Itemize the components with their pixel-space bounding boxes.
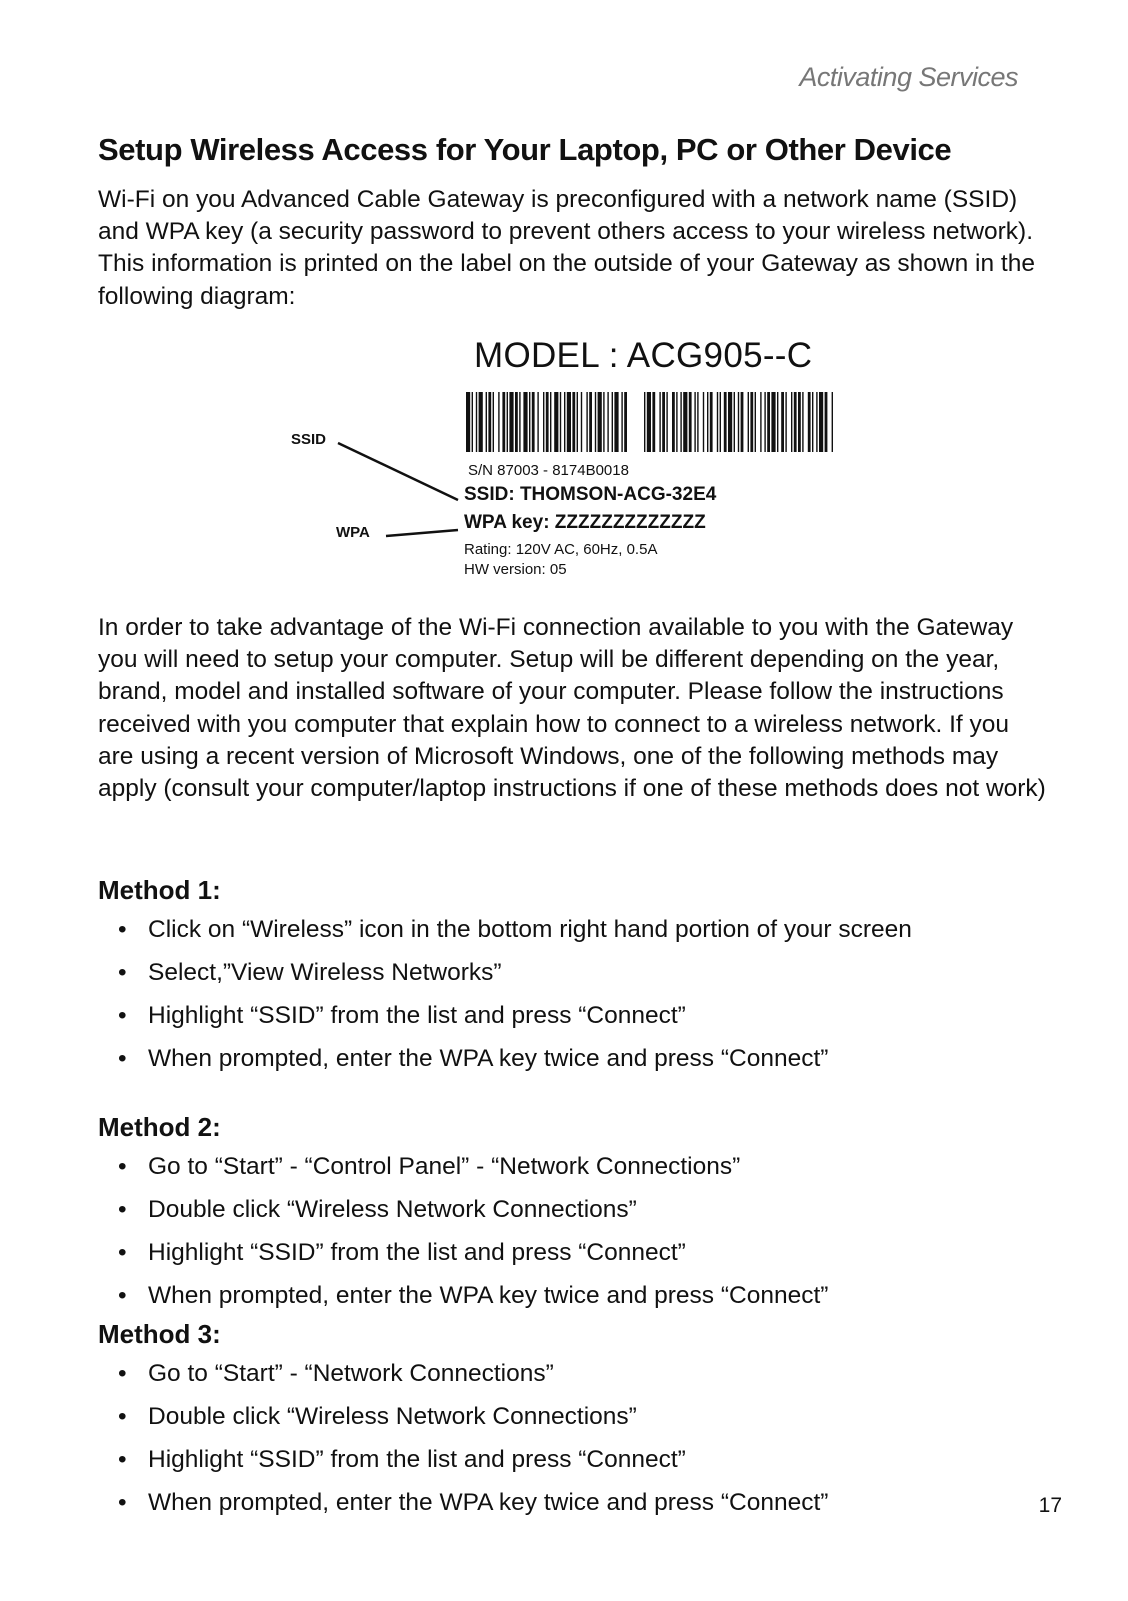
barcode-bar bbox=[825, 392, 828, 452]
barcode-bar bbox=[764, 392, 765, 452]
barcode-bar bbox=[488, 392, 491, 452]
barcode-bar bbox=[595, 392, 596, 452]
barcode-bar bbox=[697, 392, 698, 452]
barcode-bar bbox=[662, 392, 665, 452]
barcode-bar bbox=[680, 392, 681, 452]
barcode-bar bbox=[515, 392, 518, 452]
barcode-bar bbox=[624, 392, 627, 452]
barcode-bar bbox=[710, 392, 713, 452]
barcode-bar bbox=[577, 392, 578, 452]
wpa-callout-line bbox=[386, 530, 458, 536]
ssid-callout-line bbox=[338, 443, 458, 500]
wpa-key-value: WPA key: ZZZZZZZZZZZZZ bbox=[464, 512, 706, 533]
serial-number: S/N 87003 - 8174B0018 bbox=[468, 462, 629, 479]
barcode-bar bbox=[676, 392, 677, 452]
wpa-callout-label: WPA bbox=[336, 524, 370, 541]
method-2-heading: Method 2: bbox=[98, 1112, 221, 1142]
barcode-bar bbox=[523, 392, 527, 452]
barcode-bar bbox=[581, 392, 582, 452]
ssid-value: SSID: THOMSON-ACG-32E4 bbox=[464, 484, 717, 505]
barcode-bar bbox=[493, 392, 494, 452]
method-2-steps bbox=[118, 1151, 1038, 1323]
barcode-bar bbox=[703, 392, 704, 452]
rating-text: Rating: 120V AC, 60Hz, 0.5A bbox=[464, 541, 658, 558]
barcode-bar bbox=[621, 392, 622, 452]
page-number: 17 bbox=[1038, 1494, 1062, 1517]
barcode-bar bbox=[816, 392, 817, 452]
barcode-bar bbox=[550, 392, 551, 452]
barcode-bar bbox=[537, 392, 538, 452]
barcode-bar bbox=[707, 392, 708, 452]
barcode-bar bbox=[741, 392, 744, 452]
barcode-bar bbox=[598, 392, 602, 452]
hw-version-text: HW version: 05 bbox=[464, 561, 567, 578]
body-paragraph: In order to take advantage of the Wi-Fi connection available to you with the Gateway you will need to setup your computer. Setup will be different depending on the year, brand, model and installed software of your computer. Please follow the instructions received with you computer that explain how to connect to a wireless network. If you are using a recent version of Microsoft Windows, one of the following methods may apply (consult your computer/laptop instructions if one of these methods does not work) bbox=[98, 614, 1046, 803]
barcode-bar bbox=[694, 392, 695, 452]
barcode-bar bbox=[498, 392, 499, 452]
barcode-bar bbox=[832, 392, 833, 452]
barcode-bar bbox=[683, 392, 687, 452]
list-item: • When prompted, enter the WPA key twice and press “Connect” bbox=[118, 1280, 1038, 1312]
barcode-bar bbox=[644, 392, 645, 452]
barcode-bar bbox=[808, 392, 811, 452]
barcode-bar bbox=[728, 392, 732, 452]
barcode-bar bbox=[589, 392, 592, 452]
method-3-steps bbox=[118, 1358, 1038, 1530]
method-1-steps bbox=[118, 914, 1038, 1086]
barcode-bar bbox=[486, 392, 487, 452]
barcode-bar bbox=[819, 392, 823, 452]
list-item: • Go to “Start” - “Network Connections” bbox=[118, 1358, 1038, 1390]
barcode-bar bbox=[791, 392, 792, 452]
model-label: MODEL : ACG905--C bbox=[474, 336, 813, 375]
barcode-bar bbox=[507, 392, 508, 452]
method-3-heading: Method 3: bbox=[98, 1319, 221, 1349]
list-item: • Highlight “SSID” from the list and press “Connect” bbox=[118, 1444, 1038, 1476]
ssid-callout-label: SSID bbox=[291, 431, 327, 448]
barcode-bar bbox=[755, 392, 756, 452]
barcode-bar bbox=[771, 392, 775, 452]
barcode-bar bbox=[647, 392, 651, 452]
barcode-bar bbox=[777, 392, 778, 452]
barcode-bar bbox=[750, 392, 753, 452]
running-head: Activating Services bbox=[799, 62, 1018, 92]
barcode-bar bbox=[672, 392, 675, 452]
barcode-bar bbox=[689, 392, 692, 452]
barcode-bar bbox=[724, 392, 727, 452]
list-item: • When prompted, enter the WPA key twice and press “Connect” bbox=[118, 1043, 1038, 1075]
barcode-bar bbox=[532, 392, 535, 452]
list-item: • Highlight “SSID” from the list and press “Connect” bbox=[118, 1237, 1038, 1269]
barcode-bar bbox=[603, 392, 604, 452]
barcode-bar bbox=[560, 392, 561, 452]
barcode-bar bbox=[554, 392, 558, 452]
barcode-bar bbox=[767, 392, 770, 452]
barcode-bar bbox=[760, 392, 761, 452]
list-item: • Select,”View Wireless Networks” bbox=[118, 957, 1038, 989]
barcode-bar bbox=[529, 392, 530, 452]
barcode-bar bbox=[748, 392, 749, 452]
page-title: Setup Wireless Access for Your Laptop, PC or Other Device bbox=[98, 132, 952, 167]
barcode-bar bbox=[509, 392, 513, 452]
list-item: • Double click “Wireless Network Connections” bbox=[118, 1401, 1038, 1433]
barcode-bar bbox=[666, 392, 667, 452]
barcode-bar bbox=[502, 392, 505, 452]
barcode-bar bbox=[546, 392, 549, 452]
barcode-bar bbox=[734, 392, 735, 452]
barcode-bar bbox=[659, 392, 660, 452]
barcode-bar bbox=[466, 392, 470, 452]
barcode-bar bbox=[738, 392, 739, 452]
list-item: • When prompted, enter the WPA key twice and press “Connect” bbox=[118, 1487, 1038, 1519]
barcode-bar bbox=[586, 392, 587, 452]
barcode-bar bbox=[567, 392, 571, 452]
barcode-bar bbox=[543, 392, 544, 452]
barcode-bar bbox=[720, 392, 721, 452]
list-item: • Double click “Wireless Network Connections” bbox=[118, 1194, 1038, 1226]
barcode-bar bbox=[476, 392, 477, 452]
barcode-bar bbox=[472, 392, 473, 452]
barcode-bar bbox=[798, 392, 801, 452]
list-item: • Click on “Wireless” icon in the bottom right hand portion of your screen bbox=[118, 914, 1038, 946]
barcode-bar bbox=[479, 392, 483, 452]
method-1-heading: Method 1: bbox=[98, 875, 221, 905]
barcode-bar bbox=[717, 392, 718, 452]
barcode-bar bbox=[612, 392, 613, 452]
barcode-bar bbox=[607, 392, 608, 452]
barcode-bar bbox=[564, 392, 565, 452]
barcode-bar bbox=[572, 392, 575, 452]
list-item: • Highlight “SSID” from the list and press “Connect” bbox=[118, 1000, 1038, 1032]
barcode-image bbox=[466, 392, 834, 452]
barcode-bar bbox=[785, 392, 786, 452]
barcode-bar bbox=[781, 392, 784, 452]
barcode-bar bbox=[519, 392, 520, 452]
barcode-bar bbox=[812, 392, 813, 452]
barcode-bar bbox=[614, 392, 618, 452]
list-item: • Go to “Start” - “Control Panel” - “Network Connections” bbox=[118, 1151, 1038, 1183]
barcode-bar bbox=[794, 392, 797, 452]
barcode-bar bbox=[802, 392, 803, 452]
intro-paragraph: Wi-Fi on you Advanced Cable Gateway is preconfigured with a network name (SSID) and WPA key (a security password to prevent others access to your wireless network). This information is printed on the label on the outside of your Gateway as shown in the following diagram: bbox=[98, 186, 1035, 310]
barcode-bar bbox=[652, 392, 655, 452]
